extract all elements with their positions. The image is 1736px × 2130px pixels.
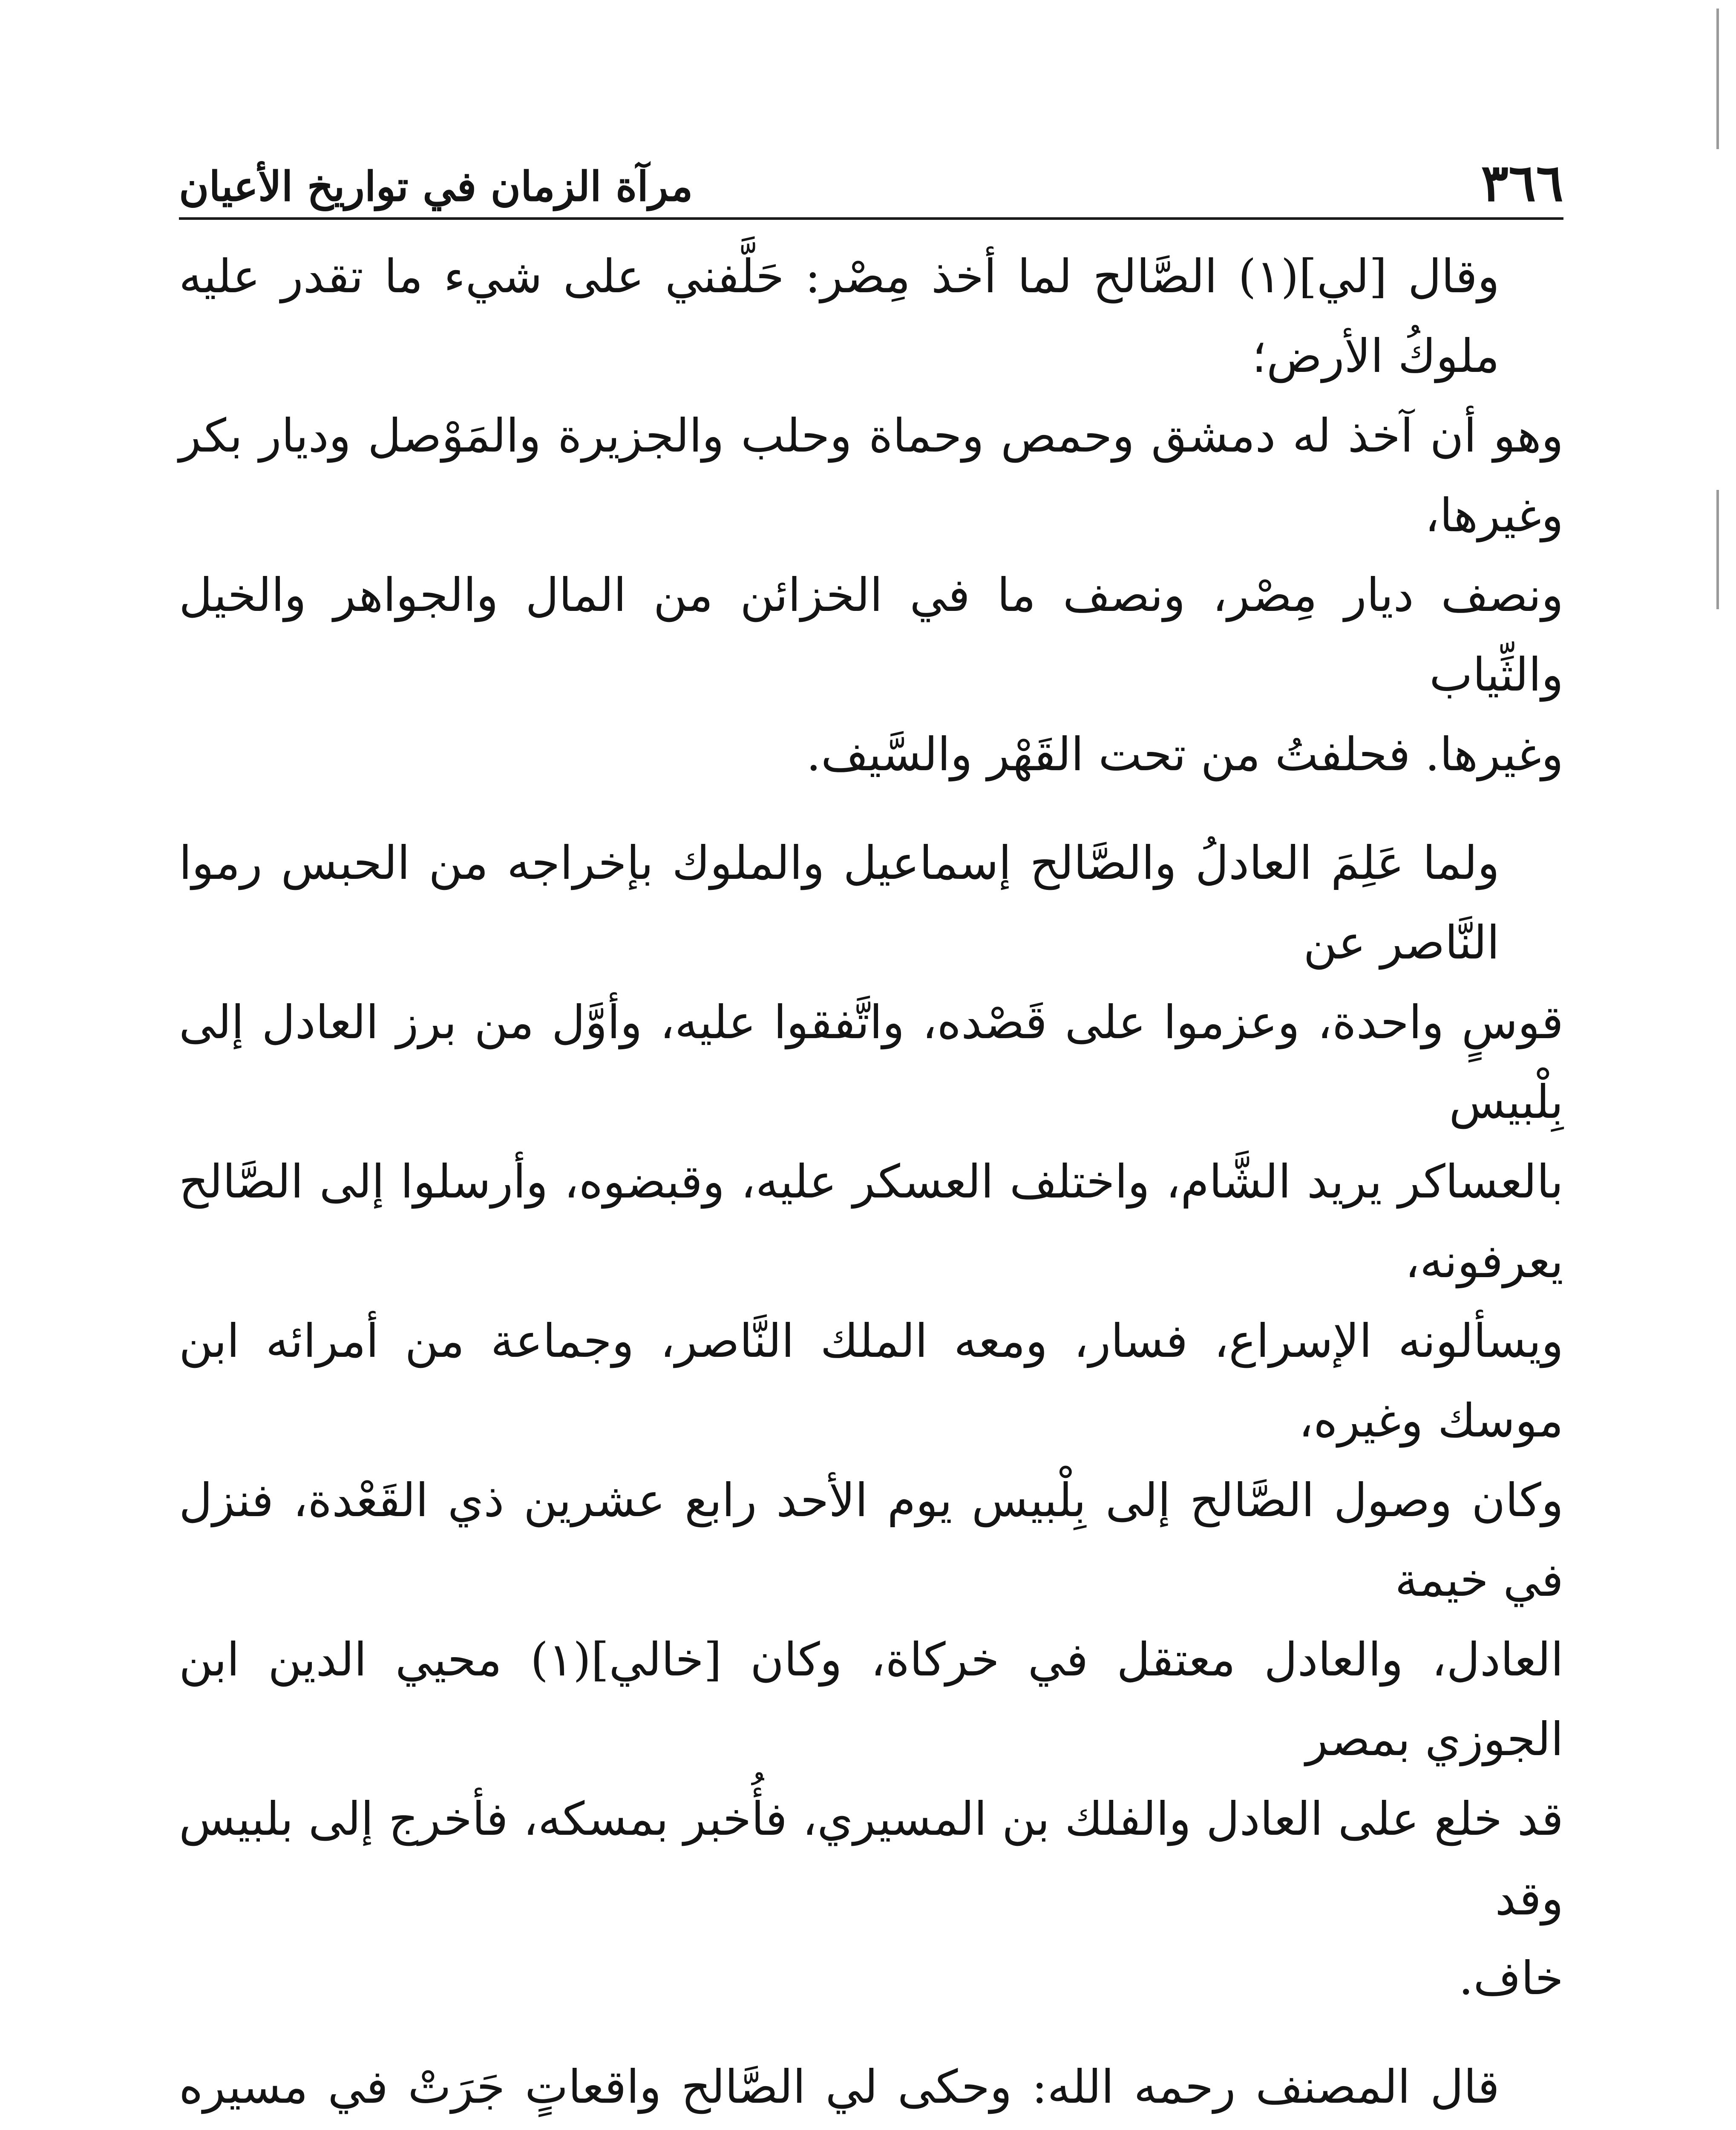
text-line: خاف. [1459,1952,1563,2005]
text-line: بالعساكر يريد الشَّام، واختلف العسكر عليه، وقبضوه، وأرسلوا إلى الصَّالح يعرفونه، [179,1155,1563,1288]
text-line: قوسٍ واحدة، وعزموا على قَصْده، واتَّفقوا عليه، وأوَّل من برز العادل إلى بِلْبيس [179,996,1563,1129]
text-line: ولما عَلِمَ العادلُ والصَّالح إسماعيل والملوك بإخراجه من الحبس رموا النَّاصر عن [179,837,1500,970]
text-line: وغيرها. فحلفتُ من تحت القَهْر والسَّيف. [806,728,1563,781]
text-line: وهو أن آخذ له دمشق وحمص وحماة وحلب والجزيرة والمَوْصل وديار بكر وغيرها، [179,409,1563,542]
text-line: قد خلع على العادل والفلك بن المسيري، فأُخبر بمسكه، فأخرج إلى بلبيس وقد [179,1793,1563,1926]
paragraph-1 [179,237,1563,794]
scan-edge-mark-top [1716,9,1719,149]
text-line: ونصف ديار مِصْر، ونصف ما في الخزائن من المال والجواهر والخيل والثِّياب [179,569,1563,702]
running-header [179,141,1563,220]
text-line: وكان وصول الصَّالح إلى بِلْبيس يوم الأحد رابع عشرين ذي القَعْدة، فنزل في خيمة [179,1474,1563,1607]
book-page [179,141,1563,2130]
book-title: مرآة الزمان في تواريخ الأعيان [179,162,693,210]
scan-edge-mark-middle [1716,490,1719,609]
text-line: العادل، والعادل معتقل في خركاة، وكان [خالي](١) محيي الدين ابن الجوزي بمصر [179,1633,1563,1766]
text-line: ويسألونه الإسراع، فسار، ومعه الملك النَّاصر، وجماعة من أمرائه ابن موسك وغيره، [179,1315,1563,1448]
paragraph-3 [179,2047,1563,2130]
text-line: وقال [لي](١) الصَّالح لما أخذ مِصْر: حَلَّفني على شيء ما تقدر عليه ملوكُ الأرض؛ [179,250,1500,383]
paragraph-2 [179,823,1563,2018]
text-line: قال المصنف رحمه الله: وحكى لي الصَّالح واقعاتٍ جَرَتْ في مسيره [179,2061,1500,2114]
page-number: ٣٦٦ [1481,153,1563,213]
body-text [179,237,1563,2130]
